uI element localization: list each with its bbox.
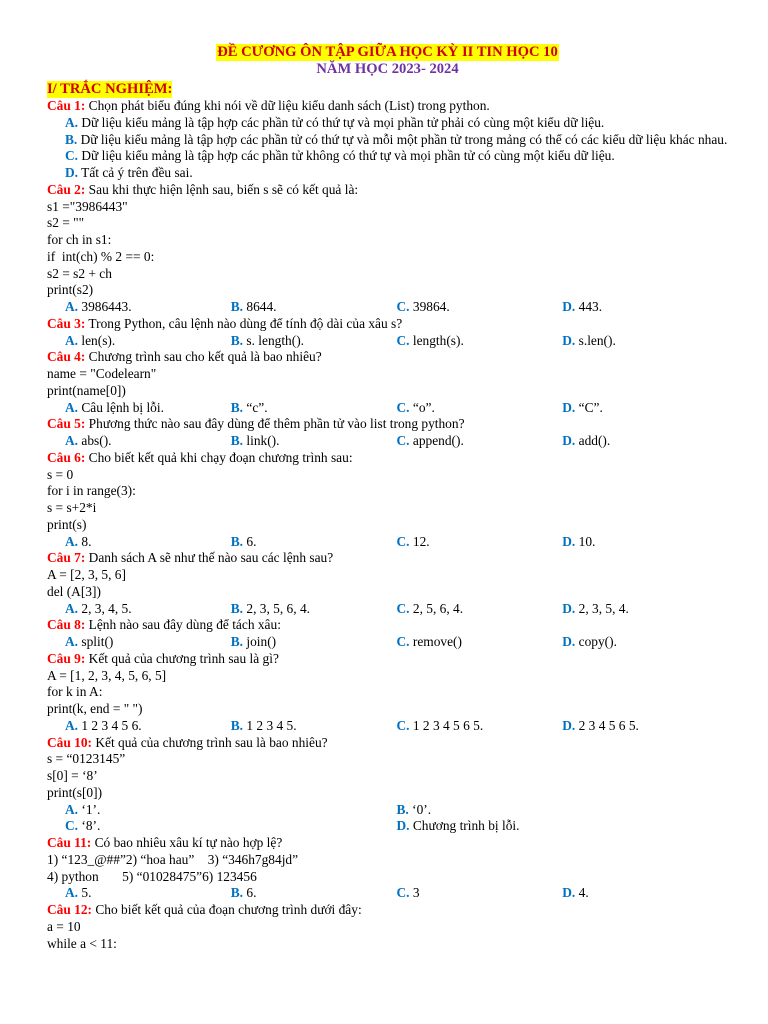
options-row xyxy=(47,718,728,735)
school-year: NĂM HỌC 2023- 2024 xyxy=(316,61,459,77)
text: add(). xyxy=(575,433,611,448)
option-letter: D. xyxy=(562,332,576,348)
option-letter: C. xyxy=(396,299,410,314)
option-letter: B. xyxy=(230,634,244,649)
text: “o”. xyxy=(409,399,435,415)
option-letter: D. xyxy=(562,533,576,549)
option-d xyxy=(562,400,728,417)
text: 2 3 4 5 6 5. xyxy=(575,717,639,733)
options-row xyxy=(47,433,728,450)
code-line: s2 = "" xyxy=(47,215,85,231)
option-b xyxy=(231,534,397,551)
option-letter: D. xyxy=(562,717,576,733)
option-letter: D. xyxy=(562,299,576,314)
option-letter: D. xyxy=(562,885,576,901)
question-11 xyxy=(47,835,728,852)
option-letter: A. xyxy=(65,717,79,733)
option-c xyxy=(397,634,563,651)
text: “c”. xyxy=(243,399,268,415)
option-d xyxy=(562,885,728,902)
text: Tất cả ý trên đều sai. xyxy=(78,165,193,180)
option-letter: B. xyxy=(230,433,244,448)
options-row xyxy=(47,885,728,902)
option-d xyxy=(562,433,728,450)
question-5 xyxy=(47,416,728,433)
option-letter: C. xyxy=(396,533,410,549)
text: 2, 5, 6, 4. xyxy=(409,600,464,616)
text: Chọn phát biểu đúng khi nói về dữ liệu kiểu danh sách (List) trong python. xyxy=(85,98,490,113)
text: 8644. xyxy=(243,299,277,314)
question-10 xyxy=(47,735,728,752)
question-7 xyxy=(47,550,728,567)
option-c xyxy=(397,299,563,316)
option-c xyxy=(397,885,563,902)
question-number: Câu 7: xyxy=(47,550,86,566)
option-letter: C. xyxy=(396,332,410,348)
option-d xyxy=(562,333,728,350)
option-a xyxy=(65,400,231,417)
options-row xyxy=(47,601,728,618)
question-number: Câu 9: xyxy=(47,650,86,666)
question-1 xyxy=(47,98,728,115)
option-a xyxy=(65,601,231,618)
option-b xyxy=(397,802,729,819)
code-line: s = “0123145” xyxy=(47,751,126,767)
options-row xyxy=(47,802,728,819)
text: Trong Python, câu lệnh nào dùng để tính độ dài của xâu s? xyxy=(85,315,403,331)
code-line: for ch in s1: xyxy=(47,232,112,247)
question-number: Câu 5: xyxy=(47,416,86,432)
question-number: Câu 3: xyxy=(47,315,86,331)
option-letter: D. xyxy=(562,600,576,616)
text: Danh sách A sẽ như thế nào sau các lệnh sau? xyxy=(85,550,334,566)
option-letter: A. xyxy=(65,801,79,817)
code-line: A = [1, 2, 3, 4, 5, 6, 5] xyxy=(47,667,167,683)
text: “C”. xyxy=(575,399,603,415)
question-12 xyxy=(47,902,728,919)
option-letter: A. xyxy=(65,600,79,616)
option-letter: A. xyxy=(65,634,79,649)
option-letter: C. xyxy=(396,885,410,901)
question-6 xyxy=(47,450,728,467)
option-c xyxy=(397,601,563,618)
text: 2, 3, 5, 6, 4. xyxy=(243,600,310,616)
options-row xyxy=(47,299,728,316)
option-b xyxy=(231,400,397,417)
code-line: del (A[3]) xyxy=(47,583,101,599)
option-letter: B. xyxy=(396,801,409,817)
text: split() xyxy=(78,634,114,649)
code-line: print(k, end = " ") xyxy=(47,701,143,716)
text: 3 xyxy=(409,885,420,901)
option-letter: A. xyxy=(65,885,79,901)
question-number: Câu 10: xyxy=(47,734,93,750)
option-letter: C. xyxy=(396,634,410,649)
text: 39864. xyxy=(409,299,450,314)
option-d xyxy=(397,818,729,835)
option-letter: B. xyxy=(230,600,244,616)
option-letter: A. xyxy=(65,332,79,348)
option-b xyxy=(231,634,397,651)
text: append(). xyxy=(409,433,464,448)
option-letter: D. xyxy=(396,818,410,834)
options-row xyxy=(47,818,728,835)
text: Chương trình bị lỗi. xyxy=(409,818,520,834)
text: 4. xyxy=(575,885,589,901)
text: Kết quả của chương trình sau là bao nhiêu? xyxy=(92,734,328,750)
option-letter: C. xyxy=(396,399,410,415)
text: 5. xyxy=(78,885,92,901)
text: Dữ liệu kiểu mảng là tập hợp các phần tử không có thứ tự và mọi phần tử có cùng một kiểu dữ liệu. xyxy=(78,148,615,164)
options-row xyxy=(47,400,728,417)
text: link(). xyxy=(243,433,280,448)
text: 8. xyxy=(78,533,92,549)
option-letter: A. xyxy=(65,114,79,130)
option-letter: B. xyxy=(230,332,244,348)
text: s. length(). xyxy=(243,332,305,348)
code-line: s2 = s2 + ch xyxy=(47,265,112,281)
option-c xyxy=(397,400,563,417)
text: 6. xyxy=(243,885,257,901)
text: copy(). xyxy=(575,634,617,649)
text: Dữ liệu kiểu mảng là tập hợp các phần tử có thứ tự và mọi phần tử phải có cùng một kiểu dữ liệu. xyxy=(78,114,605,130)
options-row xyxy=(47,333,728,350)
header xyxy=(47,44,728,78)
option-d xyxy=(562,634,728,651)
text: abs(). xyxy=(78,433,112,448)
code-line: s = s+2*i xyxy=(47,500,97,515)
option-b xyxy=(231,333,397,350)
option-letter: C. xyxy=(396,717,410,733)
text: 1 2 3 4 5 6 5. xyxy=(409,717,484,733)
option-d xyxy=(562,601,728,618)
option-a xyxy=(65,885,231,902)
code-line: for k in A: xyxy=(47,684,103,700)
option-letter: D. xyxy=(562,399,576,415)
option-c xyxy=(397,333,563,350)
option-a xyxy=(65,333,231,350)
text: Câu lệnh bị lỗi. xyxy=(78,399,164,415)
option-c xyxy=(397,433,563,450)
option-letter: D. xyxy=(562,634,576,649)
text: 3986443. xyxy=(78,299,132,314)
code-line: 4) python 5) “01028475”6) 123456 xyxy=(47,868,257,884)
text: 1 2 3 4 5. xyxy=(243,717,297,733)
question-number: Câu 1: xyxy=(47,98,86,113)
option-a xyxy=(65,534,231,551)
option-b xyxy=(231,885,397,902)
text: remove() xyxy=(409,634,462,649)
text: join() xyxy=(243,634,277,649)
text: Sau khi thực hiện lệnh sau, biến s sẽ có kết quả là: xyxy=(85,181,359,197)
text: 443. xyxy=(575,299,603,314)
option-a xyxy=(65,299,231,316)
question-2 xyxy=(47,182,728,199)
code-line: for i in range(3): xyxy=(47,483,136,499)
text: Lệnh nào sau đây dùng để tách xâu: xyxy=(85,617,281,633)
option-d xyxy=(47,165,728,182)
code-line: print(s) xyxy=(47,516,87,532)
text: ‘1’. xyxy=(78,801,101,817)
option-letter: B. xyxy=(230,399,244,415)
question-4 xyxy=(47,349,728,366)
text: 2, 3, 4, 5. xyxy=(78,600,132,616)
option-letter: A. xyxy=(65,299,79,314)
options-row xyxy=(47,634,728,651)
code-line: name = "Codelearn" xyxy=(47,366,157,381)
text: s.len(). xyxy=(575,332,616,348)
option-c xyxy=(397,718,563,735)
question-number: Câu 4: xyxy=(47,349,86,365)
text: Dữ liệu kiểu mảng là tập hợp các phần tử có thứ tự và mỗi một phần tử trong mảng có thể có các kiểu dữ liệu khác nhau. xyxy=(77,131,728,147)
option-a xyxy=(65,634,231,651)
question-number: Câu 12: xyxy=(47,902,93,917)
option-c xyxy=(397,534,563,551)
option-a xyxy=(65,802,397,819)
text: Kết quả của chương trình sau là gì? xyxy=(85,650,279,666)
text: len(s). xyxy=(78,332,116,348)
option-a xyxy=(65,433,231,450)
code-line: print(s2) xyxy=(47,282,94,298)
option-letter: B. xyxy=(65,131,78,147)
option-b xyxy=(231,718,397,735)
text: 10. xyxy=(575,533,596,549)
text: Cho biết kết quả khi chạy đoạn chương trình sau: xyxy=(85,449,353,465)
text: ‘0’. xyxy=(408,801,432,817)
document-title: ĐỀ CƯƠNG ÔN TẬP GIỮA HỌC KỲ II TIN HỌC 10 xyxy=(217,44,558,60)
option-letter: B. xyxy=(230,885,244,901)
options-row xyxy=(47,534,728,551)
option-letter: C. xyxy=(396,600,410,616)
code-line: print(s[0]) xyxy=(47,784,103,800)
text: ‘8’. xyxy=(78,818,101,834)
option-letter: B. xyxy=(230,717,244,733)
option-c xyxy=(65,818,397,835)
option-d xyxy=(562,534,728,551)
text: Có bao nhiêu xâu kí tự nào hợp lệ? xyxy=(91,835,283,850)
option-a xyxy=(47,115,728,132)
text: 2, 3, 5, 4. xyxy=(575,600,629,616)
question-number: Câu 6: xyxy=(47,449,86,465)
question-number: Câu 2: xyxy=(47,181,86,197)
option-letter: C. xyxy=(396,433,410,448)
code-line: A = [2, 3, 5, 6] xyxy=(47,567,126,582)
option-letter: B. xyxy=(230,299,244,314)
option-letter: C. xyxy=(65,818,79,834)
option-b xyxy=(231,299,397,316)
option-a xyxy=(65,718,231,735)
question-number: Câu 8: xyxy=(47,617,86,633)
text: Cho biết kết quả của đoạn chương trình dưới đây: xyxy=(92,902,362,917)
text: Phương thức nào sau đây dùng để thêm phần tử vào list trong python? xyxy=(85,416,465,432)
text: 1 2 3 4 5 6. xyxy=(78,717,142,733)
option-letter: D. xyxy=(65,165,79,180)
question-8 xyxy=(47,617,728,634)
text: Chương trình sau cho kết quả là bao nhiêu? xyxy=(85,349,322,365)
code-line: 1) “123_@##”2) “hoa hau” 3) “346h7g84jd” xyxy=(47,851,299,867)
text: length(s). xyxy=(409,332,464,348)
option-letter: A. xyxy=(65,399,79,415)
code-line: s1 ="3986443" xyxy=(47,198,128,214)
option-letter: A. xyxy=(65,533,79,549)
code-line: while a < 11: xyxy=(47,935,117,951)
option-b xyxy=(47,132,728,149)
option-letter: C. xyxy=(65,148,79,164)
option-letter: A. xyxy=(65,433,79,448)
option-letter: D. xyxy=(562,433,576,448)
option-b xyxy=(231,433,397,450)
code-line: s = 0 xyxy=(47,466,74,482)
option-c xyxy=(47,148,728,165)
question-9 xyxy=(47,651,728,668)
code-line: print(name[0]) xyxy=(47,382,126,398)
section-heading: I/ TRẮC NGHIỆM: xyxy=(47,81,173,97)
text: 12. xyxy=(409,533,430,549)
code-line: a = 10 xyxy=(47,918,81,934)
code-line: s[0] = ‘8’ xyxy=(47,768,98,783)
text: 6. xyxy=(243,533,257,549)
option-d xyxy=(562,299,728,316)
option-b xyxy=(231,601,397,618)
question-number: Câu 11: xyxy=(47,835,92,850)
option-letter: B. xyxy=(230,533,244,549)
question-3 xyxy=(47,316,728,333)
code-line: if int(ch) % 2 == 0: xyxy=(47,248,155,264)
option-d xyxy=(562,718,728,735)
